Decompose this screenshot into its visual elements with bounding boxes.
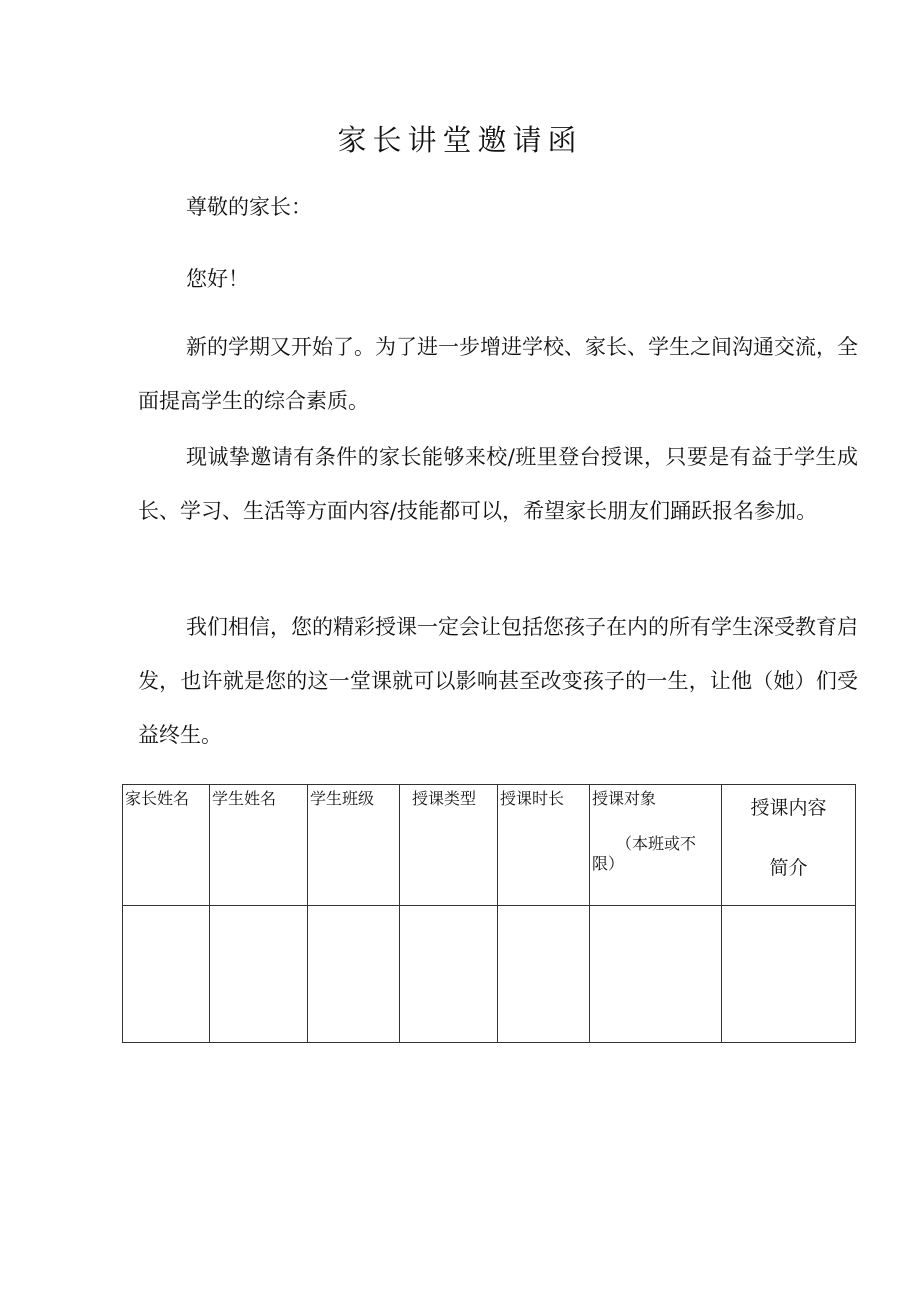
paragraph-closing: 我们相信，您的精彩授课一定会让包括您孩子在内的所有学生深受教育启发，也许就是您的这一堂课就可以影响甚至改变孩子的一生，让他（她）们受益终生。 [138, 615, 858, 747]
header-cell-lesson-duration: 授课时长 [498, 785, 590, 906]
header-cell-lesson-content: 授课内容 简介 [722, 785, 856, 906]
greeting: 尊敬的家长： [186, 195, 312, 219]
lesson-duration-cell[interactable] [498, 906, 590, 1043]
parent-name-cell[interactable] [123, 906, 210, 1043]
lesson-type-cell[interactable] [400, 906, 498, 1043]
paragraph-intro: 新的学期又开始了。为了进一步增进学校、家长、学生之间沟通交流，全面提高学生的综合素质。 [138, 335, 858, 413]
table-row [123, 906, 856, 1043]
header-cell-lesson-audience: 授课对象 （本班或不限） [590, 785, 722, 906]
audience-note: （本班或不限） [592, 834, 697, 873]
header-cell-lesson-type: 授课类型 [400, 785, 498, 906]
header-cell-student-class: 学生班级 [308, 785, 400, 906]
salutation: 您好！ [186, 267, 249, 291]
paragraph-invitation: 现诚挚邀请有条件的家长能够来校/班里登台授课，只要是有益于学生成长、学习、生活等方面内容/技能都可以，希望家长朋友们踊跃报名参加。 [138, 445, 858, 523]
document-title: 家长讲堂邀请函 [337, 123, 583, 157]
header-cell-parent-name: 家长姓名 [123, 785, 210, 906]
header-cell-student-name: 学生姓名 [210, 785, 308, 906]
registration-table [122, 784, 856, 1043]
student-name-cell[interactable] [210, 906, 308, 1043]
student-class-cell[interactable] [308, 906, 400, 1043]
lesson-content-cell[interactable] [722, 906, 856, 1043]
table-header-row [123, 785, 856, 906]
lesson-audience-cell[interactable] [590, 906, 722, 1043]
